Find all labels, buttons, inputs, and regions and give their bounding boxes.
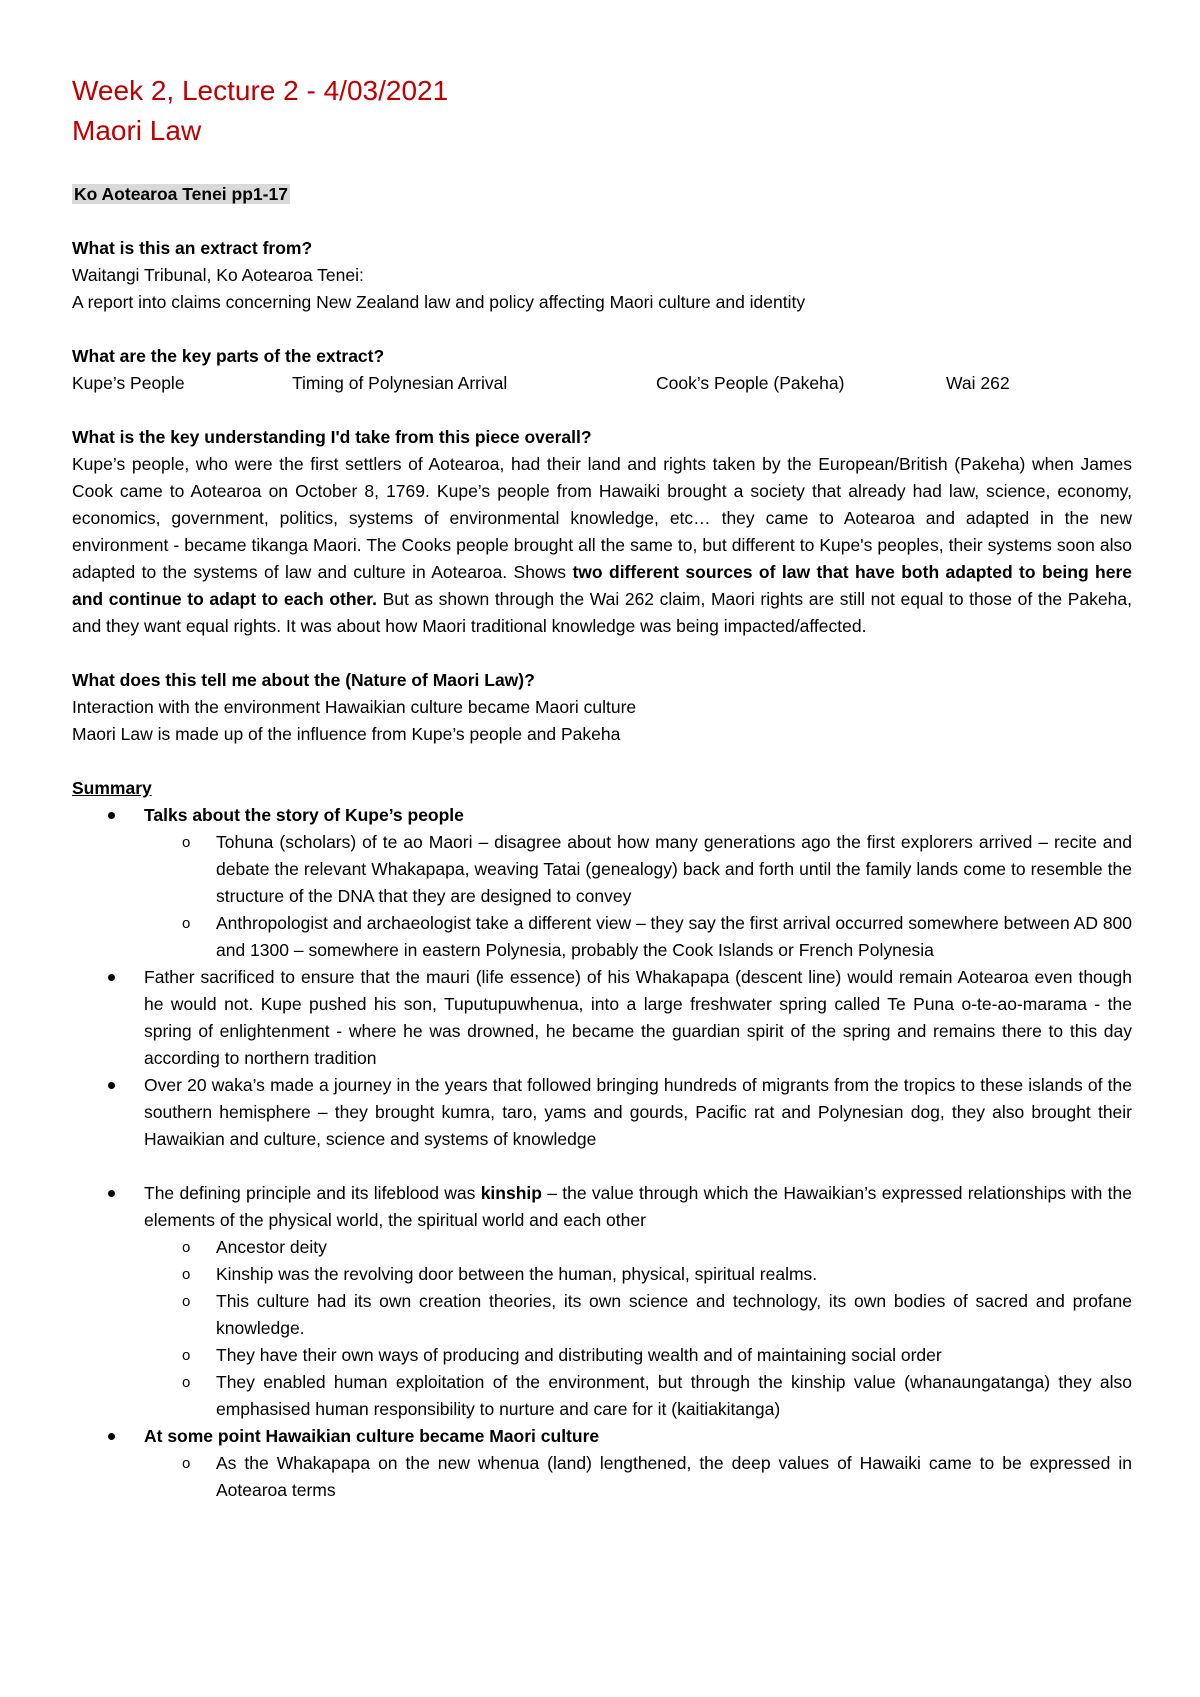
sub-list bbox=[144, 1450, 1132, 1504]
document-body bbox=[72, 181, 1132, 1504]
sub-bullet-text: They enabled human exploitation of the environment, but through the kinship value (whanaungatanga) they also emphasised human responsibility to nurture and care for it (kaitiakitanga) bbox=[216, 1372, 1132, 1419]
sub-list-item bbox=[144, 910, 1132, 964]
answer-extract-line2: A report into claims concerning New Zealand law and policy affecting Maori culture and identity bbox=[72, 292, 806, 312]
key-parts-row bbox=[72, 370, 1132, 397]
bullet-text: At some point Hawaikian culture became Maori culture bbox=[144, 1426, 600, 1446]
list-item bbox=[72, 1180, 1132, 1423]
sub-list-item bbox=[144, 1369, 1132, 1423]
bullet-icon bbox=[108, 1082, 115, 1089]
key-part-3: Cook’s People (Pakeha) bbox=[656, 373, 845, 393]
sub-bullet-text: This culture had its own creation theories, its own science and technology, its own bodies of sacred and profane knowledge. bbox=[216, 1291, 1132, 1338]
sub-bullet-text: As the Whakapapa on the new whenua (land) lengthened, the deep values of Hawaiki came to be expressed in Aotearoa terms bbox=[216, 1453, 1132, 1500]
summary-heading: Summary bbox=[72, 778, 152, 798]
sub-list-item bbox=[144, 1234, 1132, 1261]
answer-bold-text: two different sources of law that have both adapted to being here and continue to adapt to each other. bbox=[72, 562, 1133, 609]
sub-list-item bbox=[144, 1288, 1132, 1342]
circle-bullet-icon: o bbox=[182, 1347, 191, 1364]
source-label: Ko Aotearoa Tenei pp1-17 bbox=[74, 184, 288, 204]
sub-list bbox=[144, 829, 1132, 964]
question-extract: What is this an extract from? bbox=[72, 238, 313, 258]
circle-bullet-icon: o bbox=[182, 1374, 191, 1391]
circle-bullet-icon: o bbox=[182, 1266, 191, 1283]
sub-list-item bbox=[144, 829, 1132, 910]
bullet-text-end: – the value through which the Hawaikian’s expressed relationships with the elements of the physical world, the spiritual world and each other bbox=[144, 1183, 1133, 1230]
bullet-bold-text: kinship bbox=[480, 1183, 542, 1203]
list-item bbox=[72, 1072, 1132, 1153]
question-nature-of-law: What does this tell me about the (Nature of Maori Law)? bbox=[72, 670, 535, 690]
sub-list-item bbox=[144, 1342, 1132, 1369]
answer-text-end: But as shown through the Wai 262 claim, Maori rights are still not equal to those of the Pakeha, and they want equal rights. It was about how Maori traditional knowledge was being impacted/affected. bbox=[72, 589, 1132, 636]
circle-bullet-icon: o bbox=[182, 1455, 191, 1472]
bullet-text: The defining principle and its lifeblood was bbox=[144, 1183, 481, 1203]
circle-bullet-icon: o bbox=[182, 1239, 191, 1256]
sub-bullet-text: Ancestor deity bbox=[216, 1237, 327, 1257]
lecture-title: Week 2, Lecture 2 - 4/03/2021 bbox=[72, 75, 449, 106]
question-key-understanding: What is the key understanding I'd take from this piece overall? bbox=[72, 427, 592, 447]
circle-bullet-icon: o bbox=[182, 1293, 191, 1310]
sub-bullet-text: They have their own ways of producing and distributing wealth and of maintaining social order bbox=[216, 1345, 942, 1365]
key-part-2: Timing of Polynesian Arrival bbox=[292, 373, 508, 393]
answer-text: Kupe’s people, who were the first settlers of Aotearoa, had their land and rights taken by the European/British (Pakeha) when James Cook came to Aotearoa on October 8, 1769. Kupe’s people from Hawaiki brought a society that already had law, science, economy, economics, government, politics, systems of environmental knowledge, etc… they came to Aotearoa and adapted in the new environment - became tikanga Maori. The Cooks people brought all the same to, but different to Kupe's peoples, their systems soon also adapted to the systems of law and culture in Aotearoa. Shows bbox=[72, 454, 1132, 582]
bullet-text: Father sacrificed to ensure that the mauri (life essence) of his Whakapapa (descent line) would remain Aotearoa even though he would not. Kupe pushed his son, Tuputupuwhenua, into a large freshwater spring called Te Puna o-te-ao-marama - the spring of enlightenment - where he was drowned, he became the guardian spirit of the spring and remains there to this day according to northern tradition bbox=[144, 967, 1132, 1068]
answer-nature-line2: Maori Law is made up of the influence from Kupe’s people and Pakeha bbox=[72, 724, 621, 744]
bullet-icon bbox=[108, 1190, 115, 1197]
bullet-text: Talks about the story of Kupe’s people bbox=[144, 805, 464, 825]
topic-title: Maori Law bbox=[72, 115, 202, 146]
list-item bbox=[72, 964, 1132, 1072]
sub-bullet-text: Anthropologist and archaeologist take a different view – they say the first arrival occurred somewhere between AD 800 and 1300 – somewhere in eastern Polynesia, probably the Cook Islands or French Polynesia bbox=[216, 913, 1133, 960]
summary-list-2 bbox=[72, 1180, 1132, 1504]
bullet-icon bbox=[108, 974, 115, 981]
bullet-text: Over 20 waka’s made a journey in the years that followed bringing hundreds of migrants from the tropics to these islands of the southern hemisphere – they brought kumra, taro, yams and gourds, Pacific rat and Polynesian dog, they also brought their Hawaikian and culture, science and systems of knowledge bbox=[144, 1075, 1132, 1149]
bullet-icon bbox=[108, 1433, 115, 1440]
sub-list-item bbox=[144, 1450, 1132, 1504]
circle-bullet-icon: o bbox=[182, 915, 191, 932]
sub-bullet-text: Tohuna (scholars) of te ao Maori – disagree about how many generations ago the first explorers arrived – recite and debate the relevant Whakapapa, weaving Tatai (genealogy) back and forth until the family lands come to resemble the structure of the DNA that they are designed to convey bbox=[216, 832, 1132, 906]
question-key-parts: What are the key parts of the extract? bbox=[72, 346, 385, 366]
list-item bbox=[72, 1423, 1132, 1504]
sub-list bbox=[144, 1234, 1132, 1423]
answer-extract-line1: Waitangi Tribunal, Ko Aotearoa Tenei: bbox=[72, 265, 364, 285]
answer-key-understanding bbox=[72, 451, 1132, 640]
bullet-icon bbox=[108, 812, 115, 819]
key-part-4: Wai 262 bbox=[946, 373, 1010, 393]
sub-list-item bbox=[144, 1261, 1132, 1288]
summary-list bbox=[72, 802, 1132, 1153]
circle-bullet-icon: o bbox=[182, 834, 191, 851]
key-part-1: Kupe’s People bbox=[72, 373, 185, 393]
sub-bullet-text: Kinship was the revolving door between the human, physical, spiritual realms. bbox=[216, 1264, 818, 1284]
answer-nature-line1: Interaction with the environment Hawaikian culture became Maori culture bbox=[72, 697, 637, 717]
list-item bbox=[72, 802, 1132, 964]
